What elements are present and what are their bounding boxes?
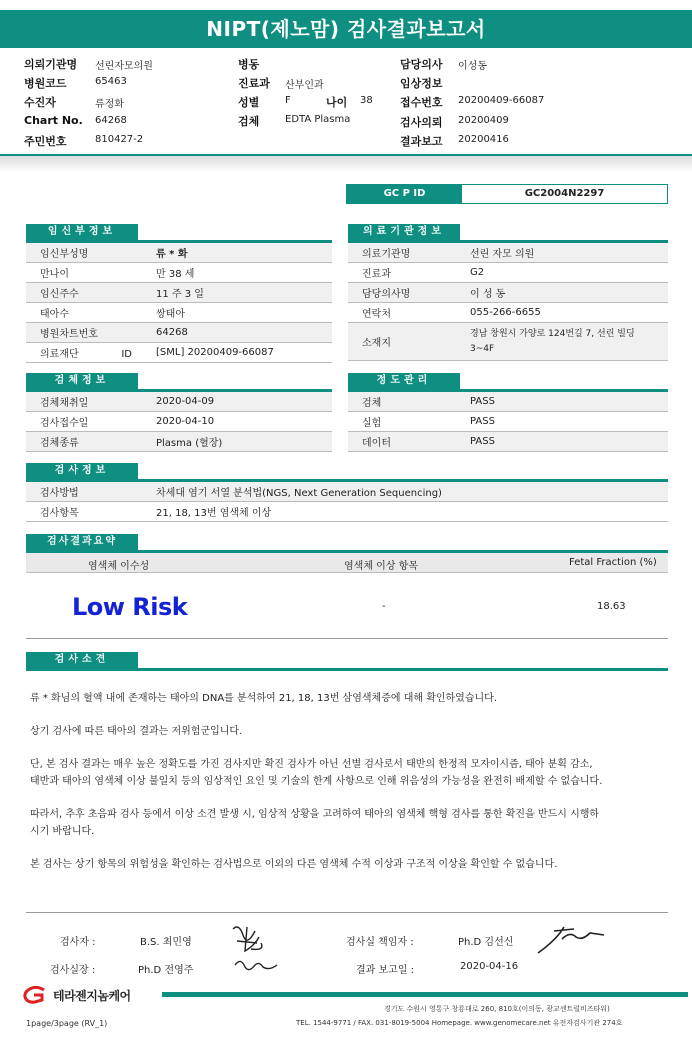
clinical-label: 임상정보 [400,77,443,90]
institution-doctor-label: 담당의사명 [362,289,411,300]
institution-phone-value: 055-266-6655 [470,307,541,318]
specimen-collect-value: 2020-04-09 [156,396,215,407]
gcpid-box [346,184,668,204]
summary-heading: 검사결과요약 [26,534,138,550]
company-logo-icon [22,986,50,1004]
findings-heading: 검사소견 [26,652,138,668]
institution-row-dept [348,263,668,283]
gcpid-value: GC2004N2297 [524,188,605,199]
pregnant-row-chart [26,323,332,343]
signoff-divider [26,912,668,913]
specimen-row-type [26,432,332,452]
pregnant-weeks-value: 11 주 3 일 [156,289,204,300]
specimen-collect-label: 검체채취일 [40,398,89,409]
institution-address-label: 소재지 [362,338,391,349]
findings-body [30,690,670,873]
qc-data-value: PASS [470,436,495,447]
header-info [0,50,692,150]
gcpid-label: GC P ID [347,185,462,203]
request-label: 검사의뢰 [400,116,443,129]
test-row-method [26,482,668,502]
report-title: NIPT(제노맘) 검사결과보고서 [0,10,692,48]
summary-col-abnormal: 염색체 이상 항목 [344,561,418,572]
specimen-type-value: Plasma (혈장) [156,438,223,449]
tester-signature-icon [225,921,285,977]
date-label: 결과 보고일 : [356,965,415,976]
pregnant-heading: 임신부정보 [26,224,138,240]
qc-specimen-value: PASS [470,396,495,407]
institution-name-value: 선린 자모 의원 [470,249,535,260]
patient-value: 류정화 [95,99,124,110]
summary-col-aneuploidy: 염색체 이수성 [88,561,150,572]
footer-logo [22,985,131,1005]
chief-value: Ph.D 전영주 [138,965,194,976]
institution-row-phone [348,303,668,323]
hospital-label: 의뢰기관명 [24,58,78,71]
id-value: 810427-2 [95,134,144,145]
hospital-value: 선린자모의원 [95,61,153,72]
institution-heading: 의료기관정보 [348,224,460,240]
qc-row-experiment [348,412,668,432]
specimen-type-label: 검체종류 [40,438,79,449]
pregnant-medid-value: [SML] 20200409-66087 [156,347,274,358]
institution-section [348,224,668,361]
dept-label: 진료과 [238,77,270,90]
pregnant-name-value: 류 * 화 [156,249,188,260]
findings-heading-line [26,668,668,671]
test-items-value: 21, 18, 13번 염색체 이상 [156,508,272,519]
institution-phone-label: 연락처 [362,309,391,320]
institution-address-value: 경남 창원시 가양로 124번길 7, 선린 빌딩 3~4F [470,328,635,354]
summary-col-ff: Fetal Fraction (%) [569,557,657,568]
summary-item: - [382,601,386,612]
pregnant-fetus-label: 태아수 [40,309,69,320]
ward-label: 병동 [238,58,260,71]
summary-header-row [26,553,668,573]
tester-label: 검사자 : [60,937,96,948]
pregnant-chart-value: 64268 [156,327,188,338]
qc-section [348,373,668,452]
test-row-items [26,502,668,522]
specimen-section [26,373,332,452]
sex-value: F [285,95,291,106]
pregnant-chart-label: 병원차트번호 [40,329,98,340]
footer-address: 경기도 수원시 영통구 창룡대로 260, 810호(이의동, 광교센트럴비즈타워) [384,1005,610,1013]
pregnant-section [26,224,332,363]
sex-label: 성별 [238,96,260,109]
qc-row-specimen [348,392,668,412]
header-divider-shadow [0,156,692,172]
findings-section [26,652,668,671]
footer-contact: TEL. 1544-9771 / FAX. 031-8019-5004 Homepage. www.genomecare.net 유전자검사기관 274호 [296,1019,623,1027]
institution-dept-value: G2 [470,267,485,278]
institution-doctor-value: 이 성 동 [470,289,506,300]
specimen-row-collect [26,392,332,412]
summary-ff: 18.63 [597,601,626,612]
date-value: 2020-04-16 [460,961,519,972]
findings-p4a: 따라서, 추후 초음파 검사 등에서 이상 소견 발생 시, 임상적 상황을 고려하여 태아의 염색체 핵형 검사를 통한 확진을 반드시 시행하 [30,809,600,820]
summary-result: Low Risk [72,593,188,621]
findings-p1: 류 * 화님의 혈액 내에 존재하는 태아의 DNA를 분석하여 21, 18, 13번 삼염색체증에 대해 확인하였습니다. [30,693,497,704]
findings-p3a: 단, 본 검사 결과는 매우 높은 정확도를 가진 검사지만 확진 검사가 아닌 선별 검사로서 태반의 한정적 모자이시즘, 태아 분획 감소, [30,759,593,770]
findings-p4b: 시기 바랍니다. [30,826,95,837]
specimen-value: EDTA Plasma [285,114,351,125]
findings-p5: 본 검사는 상기 항목의 위험성을 확인하는 검사법으로 이외의 다른 염색체 수적 이상과 구조적 이상을 확인할 수 없습니다. [30,859,558,870]
institution-row-address [348,323,668,361]
pregnant-row-fetus [26,303,332,323]
institution-row-name [348,243,668,263]
qc-heading: 정도관리 [348,373,460,389]
pregnant-medid-label: 의료재단 ID [40,349,132,360]
specimen-receive-value: 2020-04-10 [156,416,215,427]
chart-label: Chart No. [24,114,83,127]
pregnant-row-age [26,263,332,283]
pregnant-age-value: 만 38 세 [156,269,195,280]
age-label: 나이 [326,96,348,109]
footer-bar [162,992,688,997]
doctor-label: 담당의사 [400,58,443,71]
test-heading: 검사정보 [26,463,138,479]
summary-section [26,534,668,639]
pregnant-name-label: 임신부성명 [40,249,89,260]
qc-data-label: 데이터 [362,438,391,449]
code-value: 65463 [95,76,127,87]
pregnant-row-weeks [26,283,332,303]
findings-p3b: 태반과 태아의 염색체 이상 불일치 등의 임상적인 요인 및 기술의 한계 사항으로 인해 위음성의 가능성을 완전히 배제할 수 없습니다. [30,776,603,787]
qc-experiment-value: PASS [470,416,495,427]
chart-value: 64268 [95,115,127,126]
patient-label: 수진자 [24,96,56,109]
pregnant-age-label: 만나이 [40,269,69,280]
company-name: 테라젠지놈케어 [53,988,131,1003]
test-method-label: 검사방법 [40,488,79,499]
director-value: Ph.D 김선신 [458,937,514,948]
pregnant-weeks-label: 임신주수 [40,289,79,300]
institution-dept-label: 진료과 [362,269,391,280]
signoff [0,915,692,981]
receipt-label: 접수번호 [400,96,443,109]
report-value: 20200416 [458,134,509,145]
doctor-value: 이성동 [458,61,487,72]
receipt-value: 20200409-66087 [458,95,545,106]
pregnant-row-name [26,243,332,263]
specimen-row-receive [26,412,332,432]
director-signature-icon [534,919,610,959]
test-items-label: 검사항목 [40,508,79,519]
pregnant-fetus-value: 쌍태아 [156,309,185,320]
code-label: 병원코드 [24,77,67,90]
test-method-value: 차세대 염기 서열 분석법(NGS, Next Generation Sequencing) [156,488,442,499]
age-value: 38 [360,95,373,106]
qc-experiment-label: 실험 [362,418,382,429]
page-number: 1page/3page (RV_1) [26,1019,108,1028]
qc-row-data [348,432,668,452]
dept-value: 산부인과 [285,80,324,91]
request-value: 20200409 [458,115,509,126]
institution-name-label: 의료기관명 [362,249,411,260]
specimen-heading: 검체정보 [26,373,138,389]
specimen-label: 검체 [238,115,260,128]
test-section [26,463,668,522]
summary-result-row [26,573,668,639]
specimen-receive-label: 검사접수일 [40,418,89,429]
pregnant-row-medid [26,343,332,363]
tester-value: B.S. 최민영 [140,937,192,948]
findings-p2: 상기 검사에 따른 태아의 결과는 저위험군입니다. [30,726,243,737]
report-label: 결과보고 [400,135,443,148]
qc-specimen-label: 검체 [362,398,382,409]
institution-row-doctor [348,283,668,303]
chief-label: 검사실장 : [50,965,96,976]
id-label: 주민번호 [24,135,67,148]
director-label: 검사실 책임자 : [346,937,414,948]
